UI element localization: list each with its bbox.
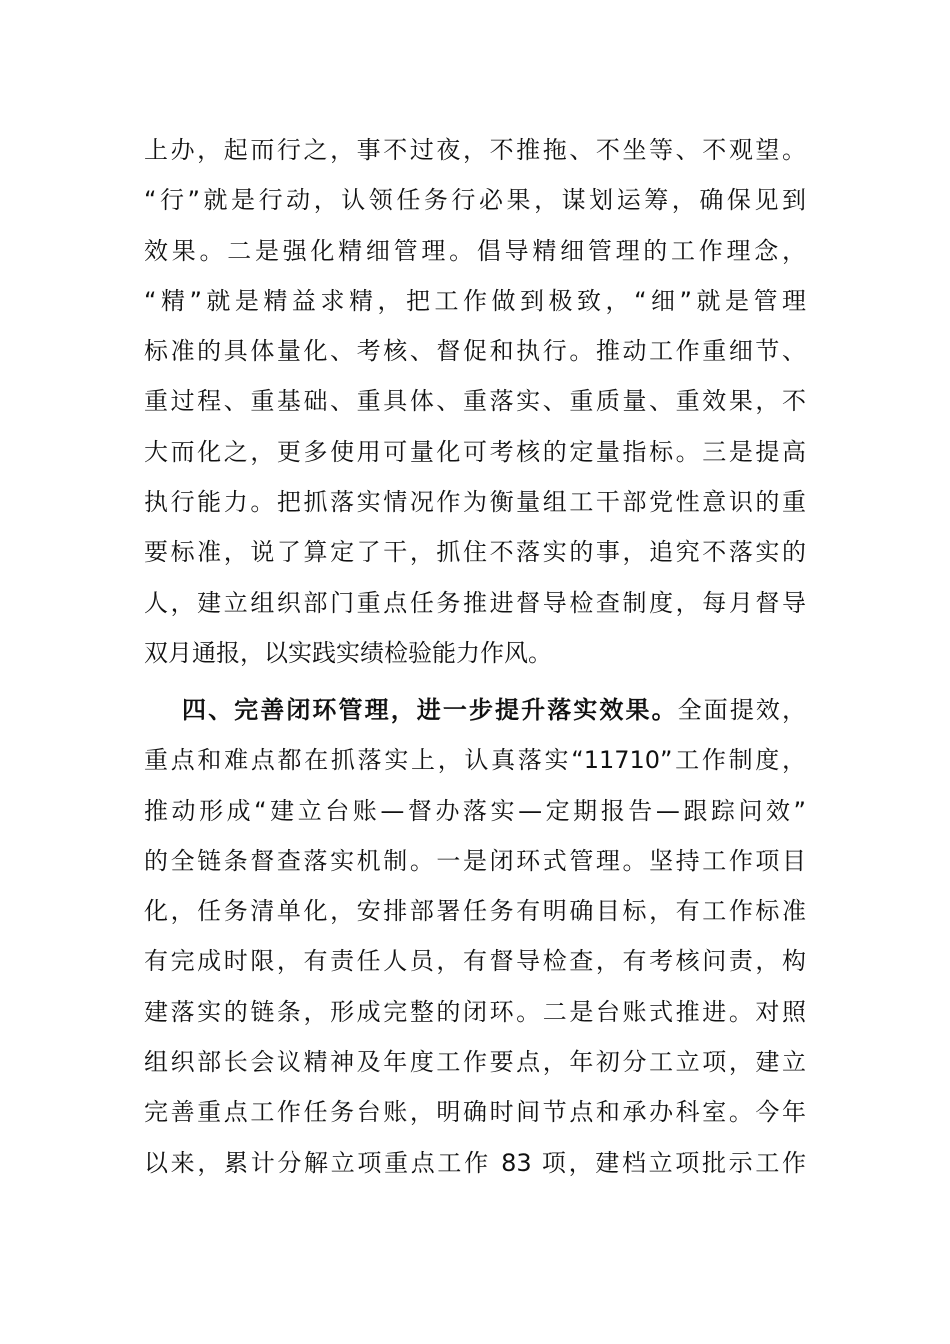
text-line: 重过程、重基础、重具体、重落实、重质量、重效果，不: [144, 387, 806, 416]
text-line: 完善重点工作任务台账，明确时间节点和承办科室。今年: [144, 1098, 806, 1127]
text-line: 有完成时限，有责任人员，有督导检查，有考核问责，构: [144, 947, 806, 976]
heading-trailing-text: 全面提效，: [677, 696, 807, 724]
text-line: 推动形成“建立台账—督办落实—定期报告—跟踪问效”: [144, 796, 806, 825]
text-line: 化，任务清单化，安排部署任务有明确目标，有工作标准: [144, 897, 806, 926]
text-line: 执行能力。把抓落实情况作为衡量组工干部党性意识的重: [144, 488, 806, 517]
paragraph-2: [144, 685, 806, 1188]
text-line: “行”就是行动，认领任务行必果，谋划运筹，确保见到: [144, 186, 806, 215]
text-line: 大而化之，更多使用可量化可考核的定量指标。三是提高: [144, 437, 806, 466]
section-heading: 四、完善闭环管理，进一步提升落实效果。: [182, 696, 678, 724]
text-line: 效果。二是强化精细管理。倡导精细管理的工作理念，: [144, 236, 806, 265]
paragraph-2-first-line: [144, 685, 806, 735]
text-line: 标准的具体量化、考核、督促和执行。推动工作重细节、: [144, 337, 806, 366]
text-line: 建落实的链条，形成完整的闭环。二是台账式推进。对照: [144, 997, 806, 1026]
text-line: 的全链条督查落实机制。一是闭环式管理。坚持工作项目: [144, 846, 806, 875]
text-line: 双月通报，以实践实绩检验能力作风。: [144, 638, 552, 667]
text-line: 人，建立组织部门重点任务推进督导检查制度，每月督导: [144, 588, 806, 617]
text-line: 重点和难点都在抓落实上，认真落实“11710”工作制度，: [144, 746, 806, 775]
text-line: 组织部长会议精神及年度工作要点，年初分工立项，建立: [144, 1048, 806, 1077]
text-line: 上办，起而行之，事不过夜，不推拖、不坐等、不观望。: [144, 136, 806, 164]
text-line: 以来，累计分解立项重点工作 83 项，建档立项批示工作: [144, 1148, 806, 1177]
paragraph-1: [144, 125, 806, 678]
text-line: 要标准，说了算定了干，抓住不落实的事，追究不落实的: [144, 538, 806, 567]
text-line: “精”就是精益求精，把工作做到极致，“细”就是管理: [144, 286, 806, 315]
